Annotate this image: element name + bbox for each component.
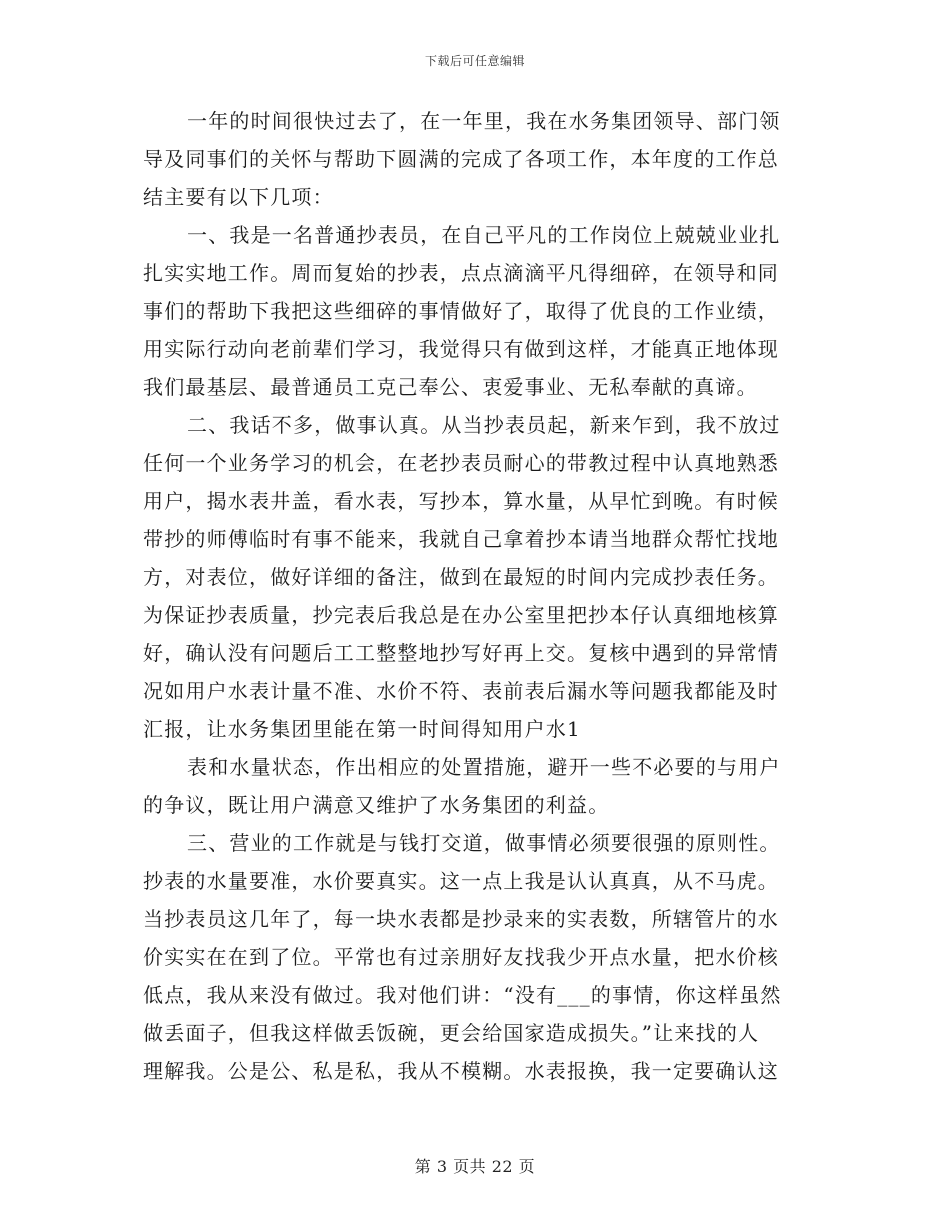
paragraph-line: 为保证抄表质量，抄完表后我总是在办公室里把抄本仔认真细地核算 bbox=[143, 603, 779, 627]
paragraph-line: 价实实在在到了位。平常也有过亲朋好友找我少开点水量，把水价核 bbox=[143, 945, 779, 969]
paragraph-line: 三、营业的工作就是与钱打交道，做事情必须要很强的原则性。 bbox=[187, 831, 781, 855]
paragraph-line: 方，对表位，做好详细的备注，做到在最短的时间内完成抄表任务。 bbox=[143, 565, 779, 589]
paragraph-line: 抄表的水量要准，水价要真实。这一点上我是认认真真，从不马虎。 bbox=[143, 869, 779, 893]
paragraph-line: 我们最基层、最普通员工克己奉公、衷爱事业、无私奉献的真谛。 bbox=[143, 375, 758, 399]
paragraph-line: 事们的帮助下我把这些细碎的事情做好了，取得了优良的工作业绩， bbox=[143, 299, 779, 323]
paragraph-line: 二、我话不多，做事认真。从当抄表员起，新来乍到，我不放过 bbox=[187, 413, 781, 437]
paragraph-line: 低点，我从来没有做过。我对他们讲：“没有___的事情，你这样虽然 bbox=[143, 983, 782, 1007]
paragraph-line: 结主要有以下几项： bbox=[143, 185, 334, 209]
document-body bbox=[143, 102, 807, 1090]
paragraph-line: 任何一个业务学习的机会，在老抄表员耐心的带教过程中认真地熟悉 bbox=[143, 451, 779, 475]
paragraph-line: 扎实实地工作。周而复始的抄表，点点滴滴平凡得细碎，在领导和同 bbox=[143, 261, 779, 285]
paragraph-line: 用实际行动向老前辈们学习，我觉得只有做到这样，才能真正地体现 bbox=[143, 337, 779, 361]
paragraph-line: 用户，揭水表井盖，看水表，写抄本，算水量，从早忙到晚。有时候 bbox=[143, 489, 779, 513]
paragraph-line: 一、我是一名普通抄表员，在自己平凡的工作岗位上兢兢业业扎 bbox=[187, 223, 781, 247]
paragraph-line: 理解我。公是公、私是私，我从不模糊。水表报换，我一定要确认这 bbox=[143, 1059, 779, 1083]
paragraph-line: 表和水量状态，作出相应的处置措施，避开一些不必要的与用户 bbox=[187, 755, 781, 779]
paragraph-line: 做丢面子，但我这样做丢饭碗，更会给国家造成损失。”让来找的人 bbox=[143, 1021, 760, 1045]
paragraph-line: 好，确认没有问题后工工整整地抄写好再上交。复核中遇到的异常情 bbox=[143, 641, 779, 665]
paragraph-line: 的争议，既让用户满意又维护了水务集团的利益。 bbox=[143, 793, 610, 817]
paragraph-line: 况如用户水表计量不准、水价不符、表前表后漏水等问题我都能及时 bbox=[143, 679, 779, 703]
page-number-footer: 第 3 页共 22 页 bbox=[414, 1157, 536, 1176]
paragraph-line: 带抄的师傅临时有事不能来，我就自己拿着抄本请当地群众帮忙找地 bbox=[143, 527, 779, 551]
paragraph-line: 汇报，让水务集团里能在第一时间得知用户水1 bbox=[143, 717, 581, 741]
paragraph-line: 当抄表员这几年了，每一块水表都是抄录来的实表数，所辖管片的水 bbox=[143, 907, 779, 931]
paragraph-line: 一年的时间很快过去了，在一年里，我在水务集团领导、部门领 bbox=[187, 109, 781, 133]
page-header: 下载后可任意编辑 bbox=[424, 54, 525, 68]
paragraph-line: 导及同事们的关怀与帮助下圆满的完成了各项工作，本年度的工作总 bbox=[143, 147, 779, 171]
